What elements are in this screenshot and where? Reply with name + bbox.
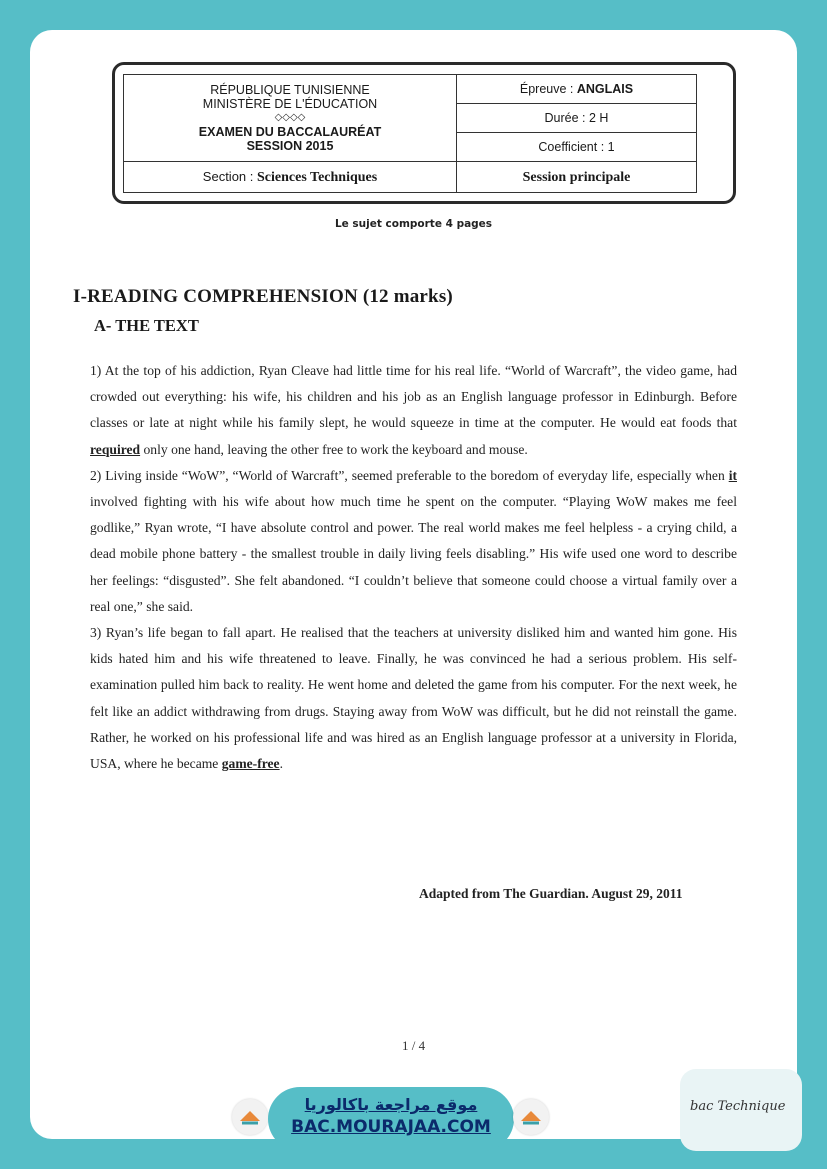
section-label: Section :	[202, 168, 257, 184]
session-type-cell	[457, 162, 697, 193]
duree-cell: Durée : 2 H	[457, 104, 697, 133]
site-url-link[interactable]: BAC.MOURAJAA.COM	[291, 1117, 491, 1137]
exam-header-table	[123, 74, 697, 193]
epreuve-value: ANGLAIS	[576, 82, 634, 96]
paragraph-2: 2) Living inside “WoW”, “World of Warcraft”, seemed preferable to the boredom of everyday life, especially when it involved fighting with his wife about how much time he spent on the computer. “Playing WoW makes me feel godlike,” Ryan wrote, “I have absolute control and power. The real world makes me feel helpless - a crying child, a dead mobile phone battery - the smallest trouble in daily living feels disabling.” His wife used one word to describe her feelings: “disgusted”. She felt abandoned. “I couldn’t believe that someone could choose a virtual family over a real one,” she said.	[90, 467, 737, 614]
logo-icon-right	[513, 1099, 549, 1135]
exam-page	[30, 30, 797, 1139]
site-banner[interactable]	[268, 1087, 514, 1151]
paragraph-1: 1) At the top of his addiction, Ryan Cleave had little time for his real life. “World of Warcraft”, the video game, had crowded out everything: his wife, his children and his job as an English language professor in Edinburgh. Before classes or late at night while his family slept, he would squeeze in time at the computer. He would eat foods that required only one hand, leaving the other free to work the keyboard and mouse.	[90, 363, 737, 457]
reading-text	[90, 358, 737, 777]
session-year-text: SESSION 2015	[246, 139, 334, 153]
source-citation: Adapted from The Guardian. August 29, 2011	[419, 886, 683, 901]
paragraph-3: 3) Ryan’s life began to fall apart. He realised that the teachers at university disliked him and wanted him gone. His kids hated him and his wife threatened to leave. Finally, he was convinced he had a serious problem. His self-examination pulled him back to reality. He went home and deleted the game from his computer. For the next week, he felt like an addict withdrawing from drugs. Staying away from WoW was difficult, but he did not reinstall the game. Rather, he worked on his professional life and was hired as an English language professor at a university in Florida, USA, where he became game-free.	[90, 625, 737, 772]
section-title: I-READING COMPREHENSION (12 marks)	[73, 286, 453, 307]
exam-header-frame	[112, 62, 736, 204]
sub-title: A- THE TEXT	[94, 316, 199, 335]
institution-cell	[124, 75, 457, 162]
session-type: Session principale	[522, 169, 631, 185]
page-number: 1 / 4	[402, 1038, 426, 1053]
logo-icon-left	[232, 1099, 268, 1135]
section-value: Sciences Techniques	[257, 169, 378, 185]
ministry-text: MINISTÈRE DE L'ÉDUCATION	[202, 97, 378, 111]
underlined-word-required: required	[90, 441, 141, 457]
underlined-word-it: it	[728, 467, 737, 483]
underlined-word-game-free: game-free	[221, 756, 280, 772]
page-count-note: Le sujet comporte 4 pages	[334, 218, 493, 230]
epreuve-cell	[457, 75, 697, 104]
country-text: RÉPUBLIQUE TUNISIENNE	[210, 83, 370, 97]
section-cell	[124, 162, 457, 193]
coefficient-cell: Coefficient : 1	[457, 133, 697, 162]
arabic-site-title[interactable]: موقع مراجعة باكالوريا	[304, 1095, 478, 1114]
ornament-text: ◇◇◇◇	[274, 112, 306, 123]
epreuve-label: Épreuve :	[519, 82, 577, 96]
stamp-text: bac Technique	[690, 1099, 786, 1114]
exam-name-text: EXAMEN DU BACCALAURÉAT	[198, 125, 382, 139]
bac-technique-stamp	[680, 1069, 802, 1151]
